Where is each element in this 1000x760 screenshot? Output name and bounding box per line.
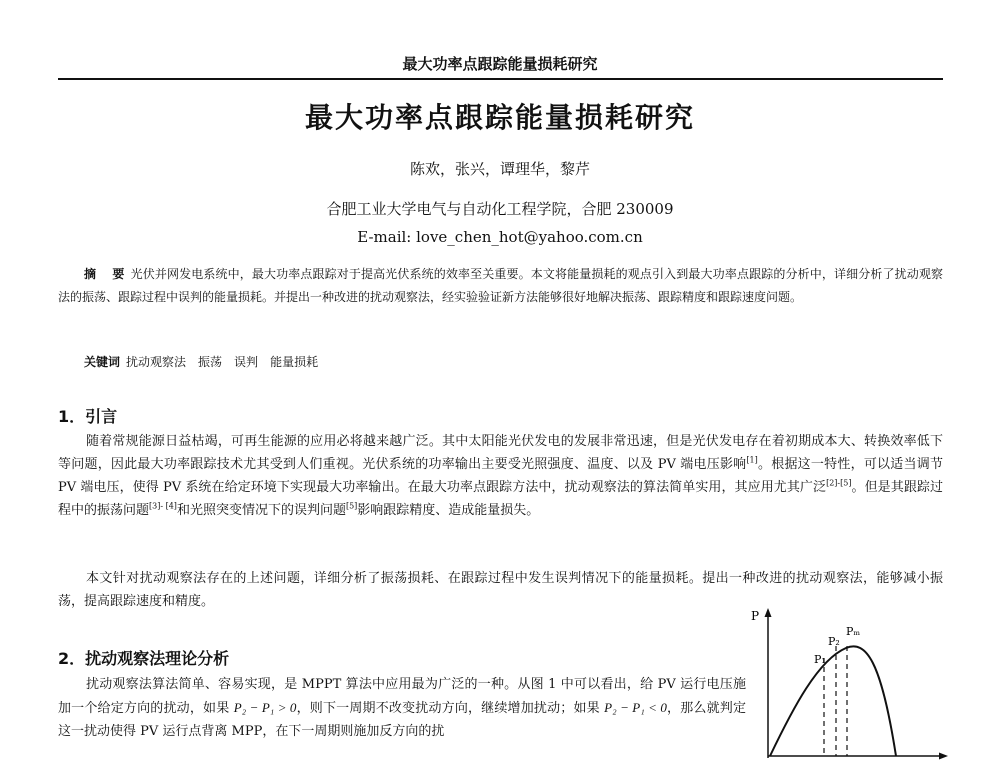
paper-authors: 陈欢，张兴，谭理华，黎芹 xyxy=(409,160,590,178)
pv-power-curve xyxy=(770,646,896,756)
point-label-pm: Pₘ xyxy=(846,625,861,638)
abstract xyxy=(58,263,943,309)
y-axis-arrow-icon xyxy=(765,608,772,617)
figure-1-pv-curve xyxy=(748,598,948,760)
point-label-p1: P₁ xyxy=(814,653,826,666)
keywords-label: 关键词 xyxy=(84,355,121,369)
keywords xyxy=(84,353,330,370)
citation[interactable]: [3]- [4] xyxy=(149,501,177,511)
running-header: 最大功率点跟踪能量损耗研究 xyxy=(402,55,598,73)
math-expression: P₂ − P₁ < 0 xyxy=(604,700,667,715)
citation[interactable]: [2]-[5] xyxy=(826,478,852,488)
section-2-paragraph-1: 扰动观察法算法简单、容易实现，是 MPPT 算法中应用最为广泛的一种。从图 1 中可以看出，给 PV 运行电压施加一个给定方向的扰动，如果 P₂ − P₁ > 0，则下一周期不改变扰动方向，继续增加扰动；如果 P₂ − P₁ < 0，那么就判定这一扰动使得 PV 运行点背离 MPP，在下一周期则施加反方向的扰 xyxy=(58,677,746,739)
point-label-p2: P₂ xyxy=(828,635,840,648)
y-axis-label: P xyxy=(751,609,760,623)
paper-affiliation: 合肥工业大学电气与自动化工程学院，合肥 230009 xyxy=(326,200,674,218)
keyword-item: 振荡 xyxy=(198,355,223,369)
x-axis-arrow-icon xyxy=(939,753,948,760)
section-1-paragraph-1: 随着常规能源日益枯竭，可再生能源的应用必将越来越广泛。其中太阳能光伏发电的发展非常迅速，但是光伏发电存在着初期成本大、转换效率低下等问题，因此最大功率跟踪技术尤其受到人们重视。光伏系统的功率输出主要受光照强度、温度、以及 PV 端电压影响[1]。根据这一特性，可以适当调节 PV 端电压，使得 PV 系统在给定环境下实现最大功率输出。在最大功率点跟踪方法中，扰动观察法的算法简单实用，其应用尤其广泛[2]-[5]。但是其跟踪过程中的振荡问题[3]- [4]和光照突变情况下的误判问题[5]影响跟踪精度、造成能量损失。 xyxy=(58,434,943,518)
header-rule xyxy=(58,78,943,80)
section-1-paragraph-2: 本文针对扰动观察法存在的上述问题，详细分析了振荡损耗、在跟踪过程中发生误判情况下的能量损耗。提出一种改进的扰动观察法，能够减小振荡，提高跟踪速度和精度。 xyxy=(58,571,943,609)
paper-title: 最大功率点跟踪能量损耗研究 xyxy=(304,101,695,134)
math-expression: P₂ − P₁ > 0 xyxy=(233,700,297,715)
abstract-label: 摘 要 xyxy=(84,267,131,281)
abstract-text: 光伏并网发电系统中，最大功率点跟踪对于提高光伏系统的效率至关重要。本文将能量损耗的观点引入到最大功率点跟踪的分析中，详细分析了扰动观察法的振荡、跟踪过程中误判的能量损耗。并提出一种改进的扰动观察法，经实验验证新方法能够很好地解决振荡、跟踪精度和跟踪速度问题。 xyxy=(58,267,943,304)
section-1-heading: 1．引言 xyxy=(58,407,118,426)
keyword-item: 扰动观察法 xyxy=(126,355,187,369)
section-2-heading: 2．扰动观察法理论分析 xyxy=(58,649,230,668)
keyword-item: 误判 xyxy=(234,355,259,369)
citation[interactable]: [1] xyxy=(746,455,758,465)
citation[interactable]: [5] xyxy=(345,501,358,511)
keyword-item: 能量损耗 xyxy=(270,355,319,369)
paper-email[interactable]: E-mail: love_chen_hot@yahoo.com.cn xyxy=(357,228,643,246)
